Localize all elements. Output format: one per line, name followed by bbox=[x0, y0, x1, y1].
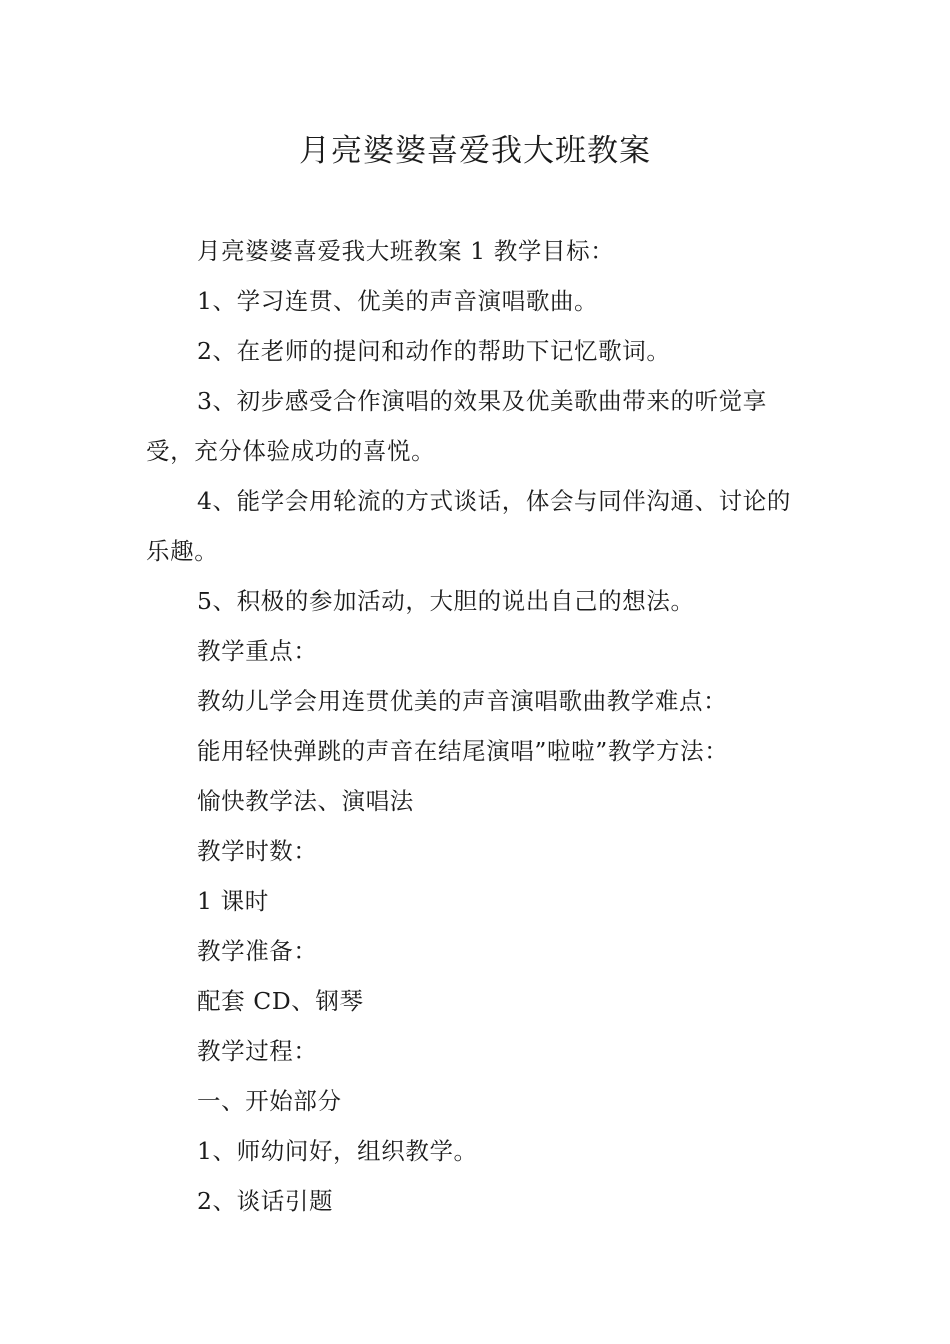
paragraph: 2、谈话引题 bbox=[197, 1187, 334, 1215]
section-heading: 教学过程： bbox=[197, 1037, 318, 1065]
section-heading: 教学准备： bbox=[197, 937, 318, 965]
paragraph: 配套 CD、钢琴 bbox=[197, 987, 364, 1015]
paragraph: 一、开始部分 bbox=[197, 1087, 342, 1115]
paragraph: 1 课时 bbox=[197, 887, 269, 915]
paragraph: 能用轻快弹跳的声音在结尾演唱”啦啦”教学方法： bbox=[197, 737, 729, 765]
paragraph: 教幼儿学会用连贯优美的声音演唱歌曲教学难点： bbox=[197, 687, 728, 715]
document-title: 月亮婆婆喜爱我大班教案 bbox=[299, 133, 651, 169]
paragraph: 3、初步感受合作演唱的效果及优美歌曲带来的听觉享受，充分体验成功的喜悦。 bbox=[146, 387, 767, 465]
document-body bbox=[146, 226, 810, 1226]
paragraph: 2、在老师的提问和动作的帮助下记忆歌词。 bbox=[197, 337, 671, 365]
section-heading: 教学时数： bbox=[197, 837, 318, 865]
paragraph: 4、能学会用轮流的方式谈话，体会与同伴沟通、讨论的乐趣。 bbox=[146, 487, 791, 565]
paragraph: 愉快教学法、演唱法 bbox=[197, 787, 414, 815]
section-heading: 教学重点： bbox=[197, 637, 318, 665]
paragraph: 1、学习连贯、优美的声音演唱歌曲。 bbox=[197, 287, 599, 315]
paragraph: 5、积极的参加活动，大胆的说出自己的想法。 bbox=[197, 587, 695, 615]
paragraph: 月亮婆婆喜爱我大班教案 1 教学目标： bbox=[197, 237, 615, 265]
paragraph: 1、师幼问好，组织教学。 bbox=[197, 1137, 478, 1165]
